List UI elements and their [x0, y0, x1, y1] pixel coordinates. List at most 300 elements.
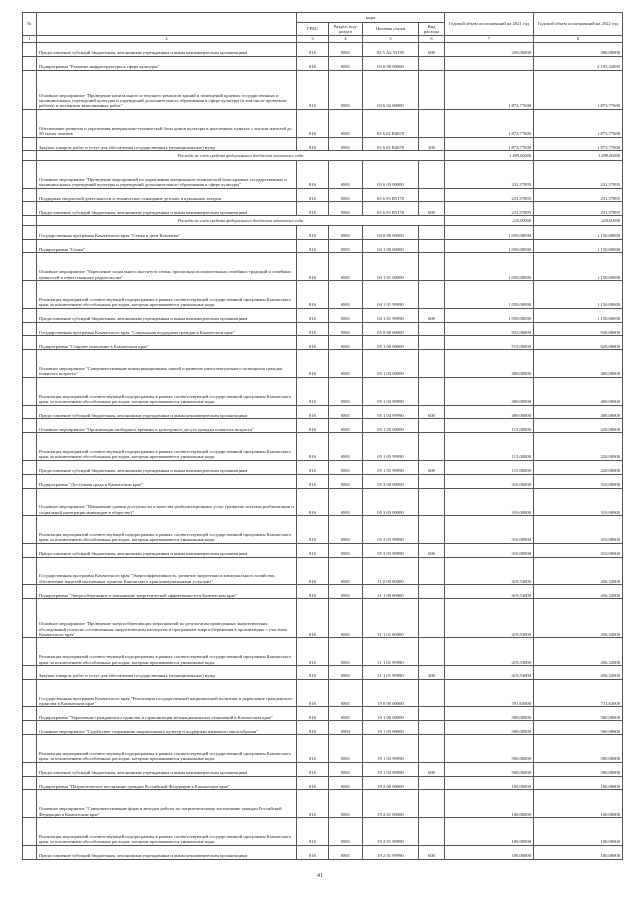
grbs-cell: 816 — [297, 845, 329, 859]
amount-2022-cell: 100,00000 — [534, 790, 623, 818]
number-cell — [23, 721, 37, 735]
expense-type-cell — [419, 721, 445, 735]
budget-table — [22, 12, 623, 860]
table-row — [23, 70, 623, 109]
section-cell: 0801 — [329, 188, 363, 202]
expense-type-cell — [419, 377, 445, 405]
grbs-cell: 816 — [297, 599, 329, 638]
table-row — [23, 818, 623, 846]
expense-type-cell — [419, 239, 445, 253]
section-cell: 0801 — [329, 405, 363, 419]
section-cell: 0801 — [329, 350, 363, 378]
amount-2021-cell: 515,00000 — [445, 336, 534, 350]
target-article-cell: 19 2 00 00000 — [363, 776, 419, 790]
amount-2021-cell: 100,00000 — [445, 776, 534, 790]
expense-name-cell: Государственная программа Камчатского края "Энергоэффективность, развитие энергетики и коммунального хозяйства, обеспечение жителей населенных пунктов Камчатского края коммунальными услугами" — [37, 557, 297, 585]
grbs-cell: 816 — [297, 818, 329, 846]
grbs-cell: 816 — [297, 70, 329, 109]
expense-type-cell — [419, 56, 445, 70]
amount-2022-cell: 930,00000 — [534, 322, 623, 336]
table-row — [23, 43, 623, 57]
amount-2022-cell: 220,00000 — [534, 216, 623, 226]
expense-name-cell: Основное мероприятие "Повышение уровня доступности и качества реабилитационных услуг (развитие системы реабилитации и социальной интеграции инвалидов в обществе)" — [37, 488, 297, 516]
expense-type-cell — [419, 419, 445, 433]
number-cell — [23, 70, 37, 109]
subtotal-label: Расходы за счет средств федерального бюджета отчетного года — [37, 151, 445, 161]
expense-type-cell: 600 — [419, 308, 445, 322]
section-cell: 0801 — [329, 56, 363, 70]
expense-name-cell: Подпрограмма "Укрепление гражданского единства и гармонизация межнациональных отношений в Камчатском крае" — [37, 707, 297, 721]
expense-type-cell — [419, 188, 445, 202]
section-cell: 0801 — [329, 43, 363, 57]
expense-type-cell: 600 — [419, 460, 445, 474]
target-article-cell: 03 6 02 R4670 — [363, 109, 419, 137]
section-cell: 0801 — [329, 845, 363, 859]
amount-2022-cell: 1 150,00000 — [534, 239, 623, 253]
section-cell: 0801 — [329, 419, 363, 433]
target-article-cell: 03 6 03 R5170 — [363, 202, 419, 216]
section-cell: 0801 — [329, 377, 363, 405]
section-cell: 0801 — [329, 225, 363, 239]
expense-name-cell: Предоставление субсидий бюджетным, автономным учреждениям и иным некоммерческим организациям — [37, 308, 297, 322]
table-row — [23, 543, 623, 557]
section-cell: 0801 — [329, 679, 363, 707]
amount-2021-cell: 115,00000 — [445, 433, 534, 461]
number-cell — [23, 405, 37, 419]
expense-name-cell: Государственная программа Камчатского края "Семья и дети Камчатки" — [37, 225, 297, 239]
amount-2021-cell: 100,00000 — [445, 790, 534, 818]
expense-name-cell: Подпрограмма "Развитие инфраструктуры в сфере культуры" — [37, 56, 297, 70]
table-row — [23, 488, 623, 516]
number-cell — [23, 433, 37, 461]
amount-2021-cell: 419,53000 — [445, 638, 534, 666]
target-article-cell: 05 1 05 99990 — [363, 433, 419, 461]
section-cell: 0804 — [329, 721, 363, 735]
amount-2022-cell: 1 150,00000 — [534, 308, 623, 322]
expense-type-cell — [419, 790, 445, 818]
expense-type-cell — [419, 322, 445, 336]
grbs-cell: 816 — [297, 585, 329, 599]
target-article-cell: 05 1 05 99990 — [363, 460, 419, 474]
table-row — [23, 253, 623, 281]
table-row — [23, 638, 623, 666]
grbs-cell: 816 — [297, 405, 329, 419]
expense-type-cell — [419, 109, 445, 137]
target-article-cell: 04 1 01 00000 — [363, 253, 419, 281]
amount-2021-cell: 419,53000 — [445, 599, 534, 638]
number-cell — [23, 253, 37, 281]
amount-2021-cell: 115,00000 — [445, 419, 534, 433]
amount-2021-cell: 1 050,00000 — [445, 239, 534, 253]
grbs-cell: 816 — [297, 239, 329, 253]
amount-2021-cell: 1 050,00000 — [445, 253, 534, 281]
amount-2022-cell: 500,00000 — [534, 735, 623, 763]
target-article-cell: 03 6 03 00000 — [363, 160, 419, 188]
expense-type-cell: 600 — [419, 202, 445, 216]
target-article-cell: 04 1 01 99990 — [363, 281, 419, 309]
expense-type-cell — [419, 516, 445, 544]
section-cell: 0801 — [329, 253, 363, 281]
table-row — [23, 790, 623, 818]
expense-type-cell — [419, 585, 445, 599]
col-2021-header: Годовой объем ассигнований на 2021 год — [445, 13, 534, 36]
number-cell — [23, 109, 37, 137]
number-cell — [23, 735, 37, 763]
amount-2021-cell: 310,00000 — [445, 543, 534, 557]
table-row — [23, 585, 623, 599]
section-cell: 0801 — [329, 202, 363, 216]
expense-name-cell: Поддержка творческой деятельности и техническое оснащение детских и кукольных театров — [37, 188, 297, 202]
amount-2021-cell: 400,00000 — [445, 377, 534, 405]
target-article-cell: 04 1 00 00000 — [363, 239, 419, 253]
expense-name-cell: Подпрограмма "Доступная среда в Камчатском крае" — [37, 474, 297, 488]
section-cell: 0801 — [329, 707, 363, 721]
target-article-cell: 19 2 01 00000 — [363, 790, 419, 818]
table-row — [23, 160, 623, 188]
table-row — [23, 762, 623, 776]
subtotal-row — [23, 216, 623, 226]
expense-name-cell: Государственная программа Камчатского края "Социальная поддержка граждан в Камчатском крае" — [37, 322, 297, 336]
number-cell — [23, 188, 37, 202]
section-cell: 0801 — [329, 109, 363, 137]
target-article-cell: 19 1 03 99990 — [363, 762, 419, 776]
amount-2022-cell: 310,00000 — [534, 516, 623, 544]
target-article-cell: 05 3 03 00000 — [363, 488, 419, 516]
expense-type-cell — [419, 350, 445, 378]
amount-2022-cell: 400,00000 — [534, 350, 623, 378]
expense-type-cell: 200 — [419, 665, 445, 679]
section-cell: 0801 — [329, 433, 363, 461]
expense-name-cell: Основное мероприятие "Укрепление социального института семьи, пропаганда положительных семейных традиций и семейных ценностей и ответственного родительства" — [37, 253, 297, 281]
number-cell — [23, 585, 37, 599]
number-cell — [23, 216, 37, 226]
expense-type-cell — [419, 433, 445, 461]
amount-2021-cell: 825,00000 — [445, 322, 534, 336]
grbs-cell: 816 — [297, 638, 329, 666]
amount-2021-cell: 701,65000 — [445, 679, 534, 707]
grbs-cell: 816 — [297, 419, 329, 433]
number-cell — [23, 160, 37, 188]
target-article-cell: 05 3 03 99990 — [363, 516, 419, 544]
grbs-cell: 816 — [297, 516, 329, 544]
amount-2021-cell: 1 050,00000 — [445, 281, 534, 309]
number-cell — [23, 707, 37, 721]
target-article-cell: 19 0 00 00000 — [363, 679, 419, 707]
expense-name-cell: Предоставление субсидий бюджетным, автономным учреждениям и иным некоммерческим организациям — [37, 762, 297, 776]
target-article-cell: 19 1 03 00000 — [363, 721, 419, 735]
grbs-cell: 816 — [297, 350, 329, 378]
grbs-cell: 816 — [297, 735, 329, 763]
expense-name-cell: Предоставление субсидий бюджетным, автономным учреждениям и иным некоммерческим организациям — [37, 43, 297, 57]
target-article-cell: 05 3 03 99990 — [363, 543, 419, 557]
grbs-cell: 816 — [297, 721, 329, 735]
expense-name-cell: Закупка товаров, работ и услуг для обеспечения государственных (муниципальных) нужд — [37, 137, 297, 151]
table-row — [23, 474, 623, 488]
table-row — [23, 707, 623, 721]
expense-name-cell: Реализация мероприятий соответствующей подпрограммы в рамках соответствующей государственной программы Камчатского края, за исключением обособленных расходов, которым присваиваются уникальные коды — [37, 281, 297, 309]
section-cell: 0801 — [329, 308, 363, 322]
amount-2022-cell: 231,57895 — [534, 160, 623, 188]
target-article-cell: 11 0 00 00000 — [363, 557, 419, 585]
amount-2022-cell: 310,00000 — [534, 474, 623, 488]
index-cell: 6 — [419, 36, 445, 43]
table-row — [23, 377, 623, 405]
section-cell: 0801 — [329, 239, 363, 253]
number-cell — [23, 516, 37, 544]
expense-name-cell: Предоставление субсидий бюджетным, автономным учреждениям и иным некоммерческим организациям — [37, 845, 297, 859]
expense-name-cell: Закупка товаров, работ и услуг для обеспечения государственных (муниципальных) нужд — [37, 665, 297, 679]
expense-type-cell — [419, 707, 445, 721]
section-cell: 0801 — [329, 762, 363, 776]
section-cell: 0801 — [329, 585, 363, 599]
table-row — [23, 679, 623, 707]
expense-type-cell: 600 — [419, 543, 445, 557]
grbs-cell: 816 — [297, 308, 329, 322]
expense-type-cell — [419, 488, 445, 516]
col-section-header: Раздел, под-раздел — [329, 23, 363, 36]
section-cell: 0801 — [329, 776, 363, 790]
amount-2021-cell: 220,00000 — [445, 216, 534, 226]
table-row — [23, 225, 623, 239]
expense-name-cell: Реализация мероприятий соответствующей подпрограммы в рамках соответствующей государственной программы Камчатского края, за исключением обособленных расходов, которым присваиваются уникальные коды — [37, 516, 297, 544]
grbs-cell: 816 — [297, 433, 329, 461]
expense-name-cell: Основное мероприятие "Совершенствование форм и методов работы по патриотическому воспитанию граждан Российской Федерации в Камчатском крае" — [37, 790, 297, 818]
amount-2022-cell: 100,00000 — [534, 845, 623, 859]
number-cell — [23, 460, 37, 474]
amount-2022-cell: 1 499,00000 — [534, 151, 623, 161]
target-article-cell: 11 1 01 99990 — [363, 665, 419, 679]
section-cell: 0801 — [329, 516, 363, 544]
amount-2022-cell: 1 150,00000 — [534, 281, 623, 309]
amount-2022-cell: 231,57895 — [534, 188, 623, 202]
amount-2022-cell: 620,00000 — [534, 336, 623, 350]
target-article-cell: 04 0 00 00000 — [363, 225, 419, 239]
target-article-cell: 05 1 04 99990 — [363, 405, 419, 419]
expense-name-cell: Подпрограмма "Старшее поколение в Камчатском крае" — [37, 336, 297, 350]
amount-2021-cell: 500,00000 — [445, 707, 534, 721]
table-row — [23, 665, 623, 679]
expense-name-cell: Основное мероприятие "Проведение мероприятий по укреплению материально-технической базы краевых государственных и муниципальных учреждений культуры и учреждений дополнительного образования в сфере культуры" — [37, 160, 297, 188]
grbs-cell: 816 — [297, 137, 329, 151]
grbs-cell: 816 — [297, 474, 329, 488]
table-row — [23, 308, 623, 322]
table-row — [23, 433, 623, 461]
amount-2021-cell: 419,53000 — [445, 557, 534, 585]
amount-2022-cell: 231,57895 — [534, 202, 623, 216]
amount-2021-cell: 1 050,00000 — [445, 225, 534, 239]
target-article-cell: 03 6 02 00000 — [363, 70, 419, 109]
col-name-header — [37, 13, 297, 36]
table-row — [23, 776, 623, 790]
column-index-row — [23, 36, 623, 43]
expense-name-cell: Реализация мероприятий соответствующей подпрограммы в рамках соответствующей государственной программы Камчатского края, за исключением обособленных расходов, которым присваиваются уникальные коды — [37, 377, 297, 405]
expense-name-cell: Предоставление субсидий бюджетным, автономным учреждениям и иным некоммерческим организациям — [37, 460, 297, 474]
index-cell: 4 — [329, 36, 363, 43]
grbs-cell: 816 — [297, 790, 329, 818]
grbs-cell: 816 — [297, 56, 329, 70]
section-cell: 0801 — [329, 818, 363, 846]
expense-name-cell: Подпрограмма "Семья" — [37, 239, 297, 253]
amount-2021-cell: 310,00000 — [445, 488, 534, 516]
target-article-cell: 05 1 04 99990 — [363, 377, 419, 405]
amount-2022-cell: 310,00000 — [534, 488, 623, 516]
table-row — [23, 516, 623, 544]
target-article-cell: 03 6 02 R4670 — [363, 137, 419, 151]
amount-2021-cell: 1 499,00000 — [445, 151, 534, 161]
amount-2021-cell: 231,57895 — [445, 188, 534, 202]
expense-type-cell — [419, 776, 445, 790]
section-cell: 0801 — [329, 488, 363, 516]
expense-type-cell: 600 — [419, 43, 445, 57]
section-cell: 0801 — [329, 599, 363, 638]
grbs-cell: 816 — [297, 188, 329, 202]
number-cell — [23, 419, 37, 433]
section-cell: 0801 — [329, 281, 363, 309]
number-cell — [23, 557, 37, 585]
target-article-cell: 05 1 05 00000 — [363, 419, 419, 433]
index-cell: 7 — [445, 36, 534, 43]
amount-2022-cell: 400,00000 — [534, 405, 623, 419]
number-cell — [23, 281, 37, 309]
grbs-cell: 816 — [297, 707, 329, 721]
index-cell: 5 — [363, 36, 419, 43]
target-article-cell: 04 1 01 99990 — [363, 308, 419, 322]
amount-2022-cell: 500,00000 — [534, 721, 623, 735]
table-row — [23, 336, 623, 350]
number-cell — [23, 56, 37, 70]
amount-2021-cell: 1 050,00000 — [445, 308, 534, 322]
number-cell — [23, 202, 37, 216]
target-article-cell: 05 1 00 00000 — [363, 336, 419, 350]
number-cell — [23, 762, 37, 776]
amount-2021-cell: 400,00000 — [445, 405, 534, 419]
expense-type-cell — [419, 160, 445, 188]
codes-header: коды — [297, 13, 445, 23]
section-cell: 0801 — [329, 160, 363, 188]
grbs-cell: 816 — [297, 377, 329, 405]
expense-type-cell — [419, 474, 445, 488]
number-cell — [23, 474, 37, 488]
target-article-cell: 11 1 01 99990 — [363, 638, 419, 666]
table-row — [23, 721, 623, 735]
number-cell — [23, 818, 37, 846]
amount-2022-cell: 1 873,77600 — [534, 137, 623, 151]
amount-2022-cell: 220,00000 — [534, 460, 623, 474]
section-cell: 0801 — [329, 336, 363, 350]
target-article-cell: 05 1 04 00000 — [363, 350, 419, 378]
expense-type-cell: 600 — [419, 762, 445, 776]
expense-type-cell: 600 — [419, 405, 445, 419]
table-row — [23, 735, 623, 763]
expense-name-cell: Реализация мероприятий соответствующей подпрограммы в рамках соответствующей государственной программы Камчатского края, за исключением обособленных расходов, которым присваиваются уникальные коды — [37, 735, 297, 763]
amount-2022-cell: 436,32000 — [534, 665, 623, 679]
expense-type-cell — [419, 599, 445, 638]
target-article-cell: 19 2 01 99990 — [363, 818, 419, 846]
amount-2021-cell — [445, 56, 534, 70]
amount-2022-cell: 1 150,00000 — [534, 253, 623, 281]
expense-type-cell — [419, 253, 445, 281]
number-cell — [23, 543, 37, 557]
expense-name-cell: Государственная программа Камчатского края "Реализация государственной национальной политики и укрепление гражданского единства в Камчатском крае" — [37, 679, 297, 707]
table-row — [23, 56, 623, 70]
page-number: 41 — [317, 873, 323, 879]
grbs-cell: 816 — [297, 543, 329, 557]
expense-name-cell: Реализация мероприятий соответствующей подпрограммы в рамках соответствующей государственной программы Камчатского края, за исключением обособленных расходов, которым присваиваются уникальные коды — [37, 433, 297, 461]
expense-name-cell: Предоставление субсидий бюджетным, автономным учреждениям и иным некоммерческим организациям — [37, 543, 297, 557]
number-cell — [23, 790, 37, 818]
grbs-cell: 816 — [297, 43, 329, 57]
expense-name-cell: Подпрограмма "Патриотическое воспитание граждан Российской Федерации в Камчатском крае" — [37, 776, 297, 790]
amount-2022-cell: 300,00000 — [534, 43, 623, 57]
col-type-header: Вид расхода — [419, 23, 445, 36]
amount-2021-cell: 231,57895 — [445, 160, 534, 188]
section-cell: 0801 — [329, 638, 363, 666]
index-cell: 3 — [297, 36, 329, 43]
number-cell — [23, 350, 37, 378]
target-article-cell: 03 5 А2 55195 — [363, 43, 419, 57]
section-cell: 0801 — [329, 70, 363, 109]
amount-2021-cell: 310,00000 — [445, 474, 534, 488]
grbs-cell: 816 — [297, 253, 329, 281]
table-row — [23, 109, 623, 137]
expense-type-cell — [419, 679, 445, 707]
amount-2022-cell: 310,00000 — [534, 543, 623, 557]
amount-2022-cell: 1 873,77600 — [534, 70, 623, 109]
grbs-cell: 816 — [297, 488, 329, 516]
section-cell: 0801 — [329, 543, 363, 557]
grbs-cell: 816 — [297, 336, 329, 350]
table-row — [23, 405, 623, 419]
target-article-cell: 19 2 01 99990 — [363, 845, 419, 859]
section-cell: 0801 — [329, 557, 363, 585]
amount-2022-cell: 2 105,32895 — [534, 56, 623, 70]
target-article-cell: 11 1 00 00000 — [363, 585, 419, 599]
grbs-cell: 816 — [297, 322, 329, 336]
amount-2021-cell: 500,00000 — [445, 762, 534, 776]
amount-2021-cell: 231,57895 — [445, 202, 534, 216]
amount-2022-cell: 220,00000 — [534, 433, 623, 461]
amount-2022-cell: 436,32000 — [534, 638, 623, 666]
table-row — [23, 845, 623, 859]
section-cell: 0801 — [329, 322, 363, 336]
expense-type-cell — [419, 281, 445, 309]
amount-2022-cell: 436,32000 — [534, 585, 623, 599]
amount-2021-cell: 100,00000 — [445, 845, 534, 859]
table-row — [23, 599, 623, 638]
amount-2021-cell: 100,00000 — [445, 818, 534, 846]
col-grbs-header: ГРБС — [297, 23, 329, 36]
number-cell — [23, 679, 37, 707]
section-cell: 0801 — [329, 790, 363, 818]
number-cell — [23, 845, 37, 859]
table-row — [23, 188, 623, 202]
grbs-cell: 816 — [297, 776, 329, 790]
table-row — [23, 322, 623, 336]
expense-name-cell: Основное мероприятие "Содействие сохранению национальных культур и поддержка языкового многообразия" — [37, 721, 297, 735]
number-cell — [23, 308, 37, 322]
target-article-cell: 05 0 00 00000 — [363, 322, 419, 336]
table-row — [23, 202, 623, 216]
expense-name-cell: Реализация мероприятий соответствующей подпрограммы в рамках соответствующей государственной программы Камчатского края, за исключением обособленных расходов, которым присваиваются уникальные коды — [37, 638, 297, 666]
table-row — [23, 557, 623, 585]
target-article-cell: 05 3 00 00000 — [363, 474, 419, 488]
expense-type-cell: 200 — [419, 137, 445, 151]
target-article-cell: 11 1 01 00000 — [363, 599, 419, 638]
subtotal-label: Расходы за счет средств федерального бюджета отчетного года — [37, 216, 445, 226]
section-cell: 0801 — [329, 460, 363, 474]
amount-2022-cell: 500,00000 — [534, 707, 623, 721]
expense-type-cell — [419, 818, 445, 846]
